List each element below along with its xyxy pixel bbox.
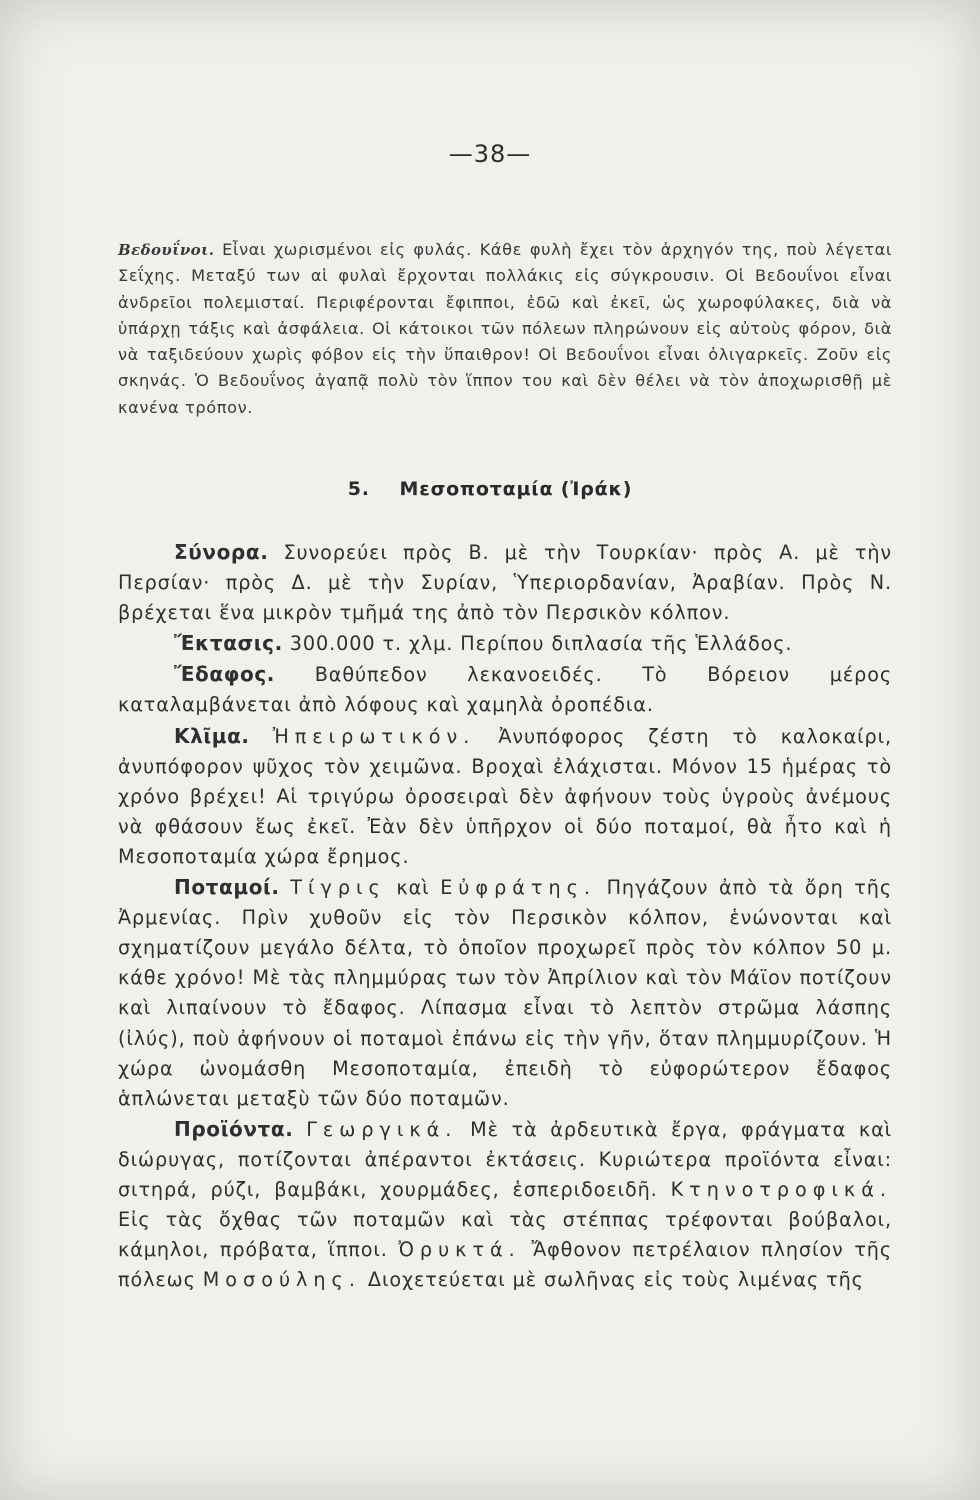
- pipeline-text: Διοχετεύεται μὲ σωλῆνας εἰς τοὺς λιμένας τῆς: [360, 1268, 864, 1292]
- minerals-text: Ἄφθονον πετρέλαιον πλησίον τῆς πόλεως: [118, 1238, 892, 1292]
- section-heading: [0, 478, 980, 500]
- rivers-text: Πηγάζουν ἀπὸ τὰ ὄρη τῆς Ἀρμενίας. Πρὶν χυθοῦν εἰς τὸν Περσικὸν κόλπον, ἑνώνονται καὶ σχηματίζουν μεγάλο δέλτα, τὸ ὁποῖον προχωρεῖ πρὸς τὸν κόλπον 50 μ. κάθε χρόνο! Μὲ τὰς πλημμύρας των τὸν Ἀπρίλιον καὶ τὸν Μάϊον ποτίζουν καὶ λιπαίνουν τὸ ἔδαφος. Λίπασμα εἶναι τὸ λεπτὸν στρῶμα λάσπης (ἰλύς), ποὺ ἀφήνουν οἱ ποταμοὶ ἐπάνω εἰς τὴν γῆν, ὅταν πλημμυρίζουν. Ἡ χώρα ὠνομάσθη Μεσοποταμία, ἐπειδὴ τὸ εὐφορώτερον ἔδαφος ἁπλώνεται μεταξὺ τῶν δύο ποταμῶν.: [118, 876, 892, 1110]
- euphrates-name: Εὐφράτης.: [440, 876, 596, 900]
- bedouins-term: Βεδουΐνοι.: [118, 241, 215, 259]
- borders-label: Σύνορα.: [174, 540, 269, 564]
- products-label: Προϊόντα.: [174, 1116, 294, 1141]
- livestock-text: Εἰς τὰς ὄχθας τῶν ποταμῶν καὶ τὰς στέππας τρέφονται βούβαλοι, κάμηλοι, πρόβατα, ἵπποι.: [118, 1208, 892, 1262]
- rivers-and: καὶ: [385, 876, 441, 900]
- borders-text: Συνορεύει πρὸς Β. μὲ τὴν Τουρκίαν· πρὸς Α. μὲ τὴν Περσίαν· πρὸς Δ. μὲ τὴν Συρίαν, Ὑπεριορδανίαν, Ἀραβίαν. Πρὸς Ν. βρέχεται ἕνα μικρὸν τμῆμά της ἀπὸ τὸν Περσικὸν κόλπον.: [118, 541, 892, 625]
- page-number: —38—: [448, 140, 532, 168]
- terrain-text: Βαθύπεδον λεκανοειδές. Τὸ Βόρειον μέρος καταλαμβάνεται ἀπὸ λόφους καὶ χαμηλὰ ὀροπέδια.: [118, 663, 892, 717]
- climate-label: Κλῖμα.: [174, 723, 250, 748]
- tigris-name: Τίγρις: [290, 876, 386, 900]
- rivers-paragraph: [118, 872, 892, 1114]
- bedouins-text: Εἶναι χωρισμένοι εἰς φυλάς. Κάθε φυλὴ ἔχει τὸν ἀρχηγόν της, ποὺ λέγεται Σεΐχης. Μεταξύ των αἱ φυλαὶ ἔρχονται πολλάκις εἰς σύγκρουσιν. Οἱ Βεδουΐνοι εἶναι ἀνδρεῖοι πολεμισταί. Περιφέρονται ἔφιπποι, ἐδῶ καὶ ἐκεῖ, ὡς χωροφύλακες, διὰ νὰ ὑπάρχῃ τάξις καὶ ἀσφάλεια. Οἱ κάτοικοι τῶν πόλεων πληρώνουν εἰς αὐτοὺς φόρον, διὰ νὰ ταξιδεύουν χωρὶς φόβον εἰς τὴν ὕπαιθρον! Οἱ Βεδουΐνοι εἶναι ὀλιγαρκεῖς. Ζοῦν εἰς σκηνάς. Ὁ Βεδουΐνος ἀγαπᾷ πολὺ τὸν ἵππον του καὶ δὲν θέλει νὰ τὸν ἀποχωρισθῇ μὲ κανένα τρόπον.: [118, 240, 892, 417]
- livestock-label: Κτηνοτροφικά.: [670, 1177, 892, 1201]
- agricultural-text: Μὲ τὰ ἀρδευτικὰ ἔργα, φράγματα καὶ διώρυγας, ποτίζονται ἀπέραντοι ἐκτάσεις. Κυριώτερα προϊόντα εἶναι: σιτηρά, ρύζι, βαμβάκι, χουρμάδες, ἑσπεριδοειδῆ.: [118, 1117, 893, 1201]
- terrain-paragraph: [118, 659, 892, 720]
- products-paragraph: [118, 1114, 892, 1296]
- climate-text: Ἀνυπόφορος ζέστη τὸ καλοκαίρι, ἀνυπόφορον ψῦχος τὸν χειμῶνα. Βροχαὶ ἐλάχισται. Μόνον 15 ἡμέρας τὸ χρόνο βρέχει! Αἱ τριγύρω ὀροσειραὶ δὲν ἀφήνουν τοὺς ὑγροὺς ἀνέμους νὰ φθάσουν ἕως ἐκεῖ. Ἐὰν δὲν ὑπῆρχον οἱ δύο ποταμοί, θὰ ἦτο καὶ ἡ Μεσοποταμία χώρα ἔρημος.: [118, 724, 892, 868]
- mosul-name: Μοσούλης.: [202, 1268, 361, 1292]
- terrain-label: Ἔδαφος.: [174, 662, 275, 687]
- bedouins-paragraph: [118, 237, 892, 421]
- climate-paragraph: [118, 721, 892, 872]
- section-number: 5.: [347, 478, 370, 500]
- section-title: Μεσοποταμία (Ἰράκ): [399, 478, 633, 500]
- borders-paragraph: [118, 537, 892, 628]
- area-label: Ἔκτασις.: [174, 631, 283, 656]
- agricultural-label: Γεωργικά.: [306, 1117, 458, 1141]
- rivers-label: Ποταμοί.: [174, 875, 280, 900]
- mesopotamia-body: [118, 537, 892, 1295]
- climate-type: Ἠπειρωτικόν.: [272, 724, 476, 748]
- minerals-label: Ὀρυκτά.: [398, 1238, 521, 1262]
- area-paragraph: [118, 628, 892, 659]
- area-text: 300.000 τ. χλμ. Περίπου διπλασία τῆς Ἑλλάδος.: [282, 632, 793, 656]
